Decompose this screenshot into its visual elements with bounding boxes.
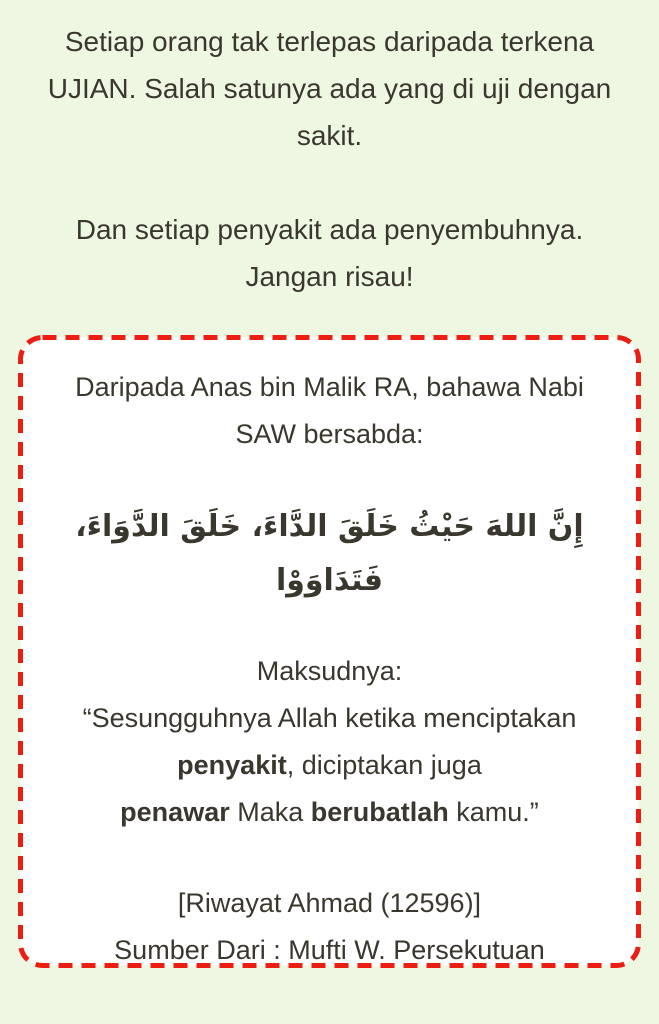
meaning-line-3-rest: kamu.” [448,797,539,827]
intro-line-2: UJIAN. Salah satunya ada yang di uji dengan [47,73,612,104]
meaning-line-3-mid: Maka [229,797,311,827]
meaning-line-3 [35,789,624,836]
narration-intro [35,364,624,458]
narration-line-1: Daripada Anas bin Malik RA, bahawa Nabi [75,372,584,402]
intro-line-5: Jangan risau! [245,261,414,292]
meaning-line-2-rest: , diciptakan juga [286,750,482,780]
intro-line-3: sakit. [296,120,363,151]
intro-line-1: Setiap orang tak terlepas daripada terkena [64,26,595,57]
bold-penyakit: penyakit [177,750,287,780]
bold-berubatlah: berubatlah [310,797,449,827]
arabic-hadith-text: إِنَّ اللهَ حَيْثُ خَلَقَ الدَّاءَ، خَلَقَ الدَّوَاءَ، فَتَدَاوَوْا [75,509,584,598]
intro-paragraph-2 [0,206,659,300]
reference-section [35,880,624,974]
meaning-section [35,648,624,836]
meaning-line-1: “Sesungguhnya Allah ketika menciptakan [82,703,577,733]
meaning-line-2 [35,742,624,789]
hadith-reference: [Riwayat Ahmad (12596)] [177,888,482,918]
bold-penawar: penawar [120,797,230,827]
hadith-card [18,335,641,968]
intro-paragraph-1 [0,18,659,159]
narration-line-2: SAW bersabda: [235,419,424,449]
hadith-card-content [23,340,636,963]
source-attribution: Sumber Dari : Mufti W. Persekutuan [114,935,545,965]
intro-line-4: Dan setiap penyakit ada penyembuhnya. [75,214,584,245]
meaning-label: Maksudnya: [256,656,403,686]
